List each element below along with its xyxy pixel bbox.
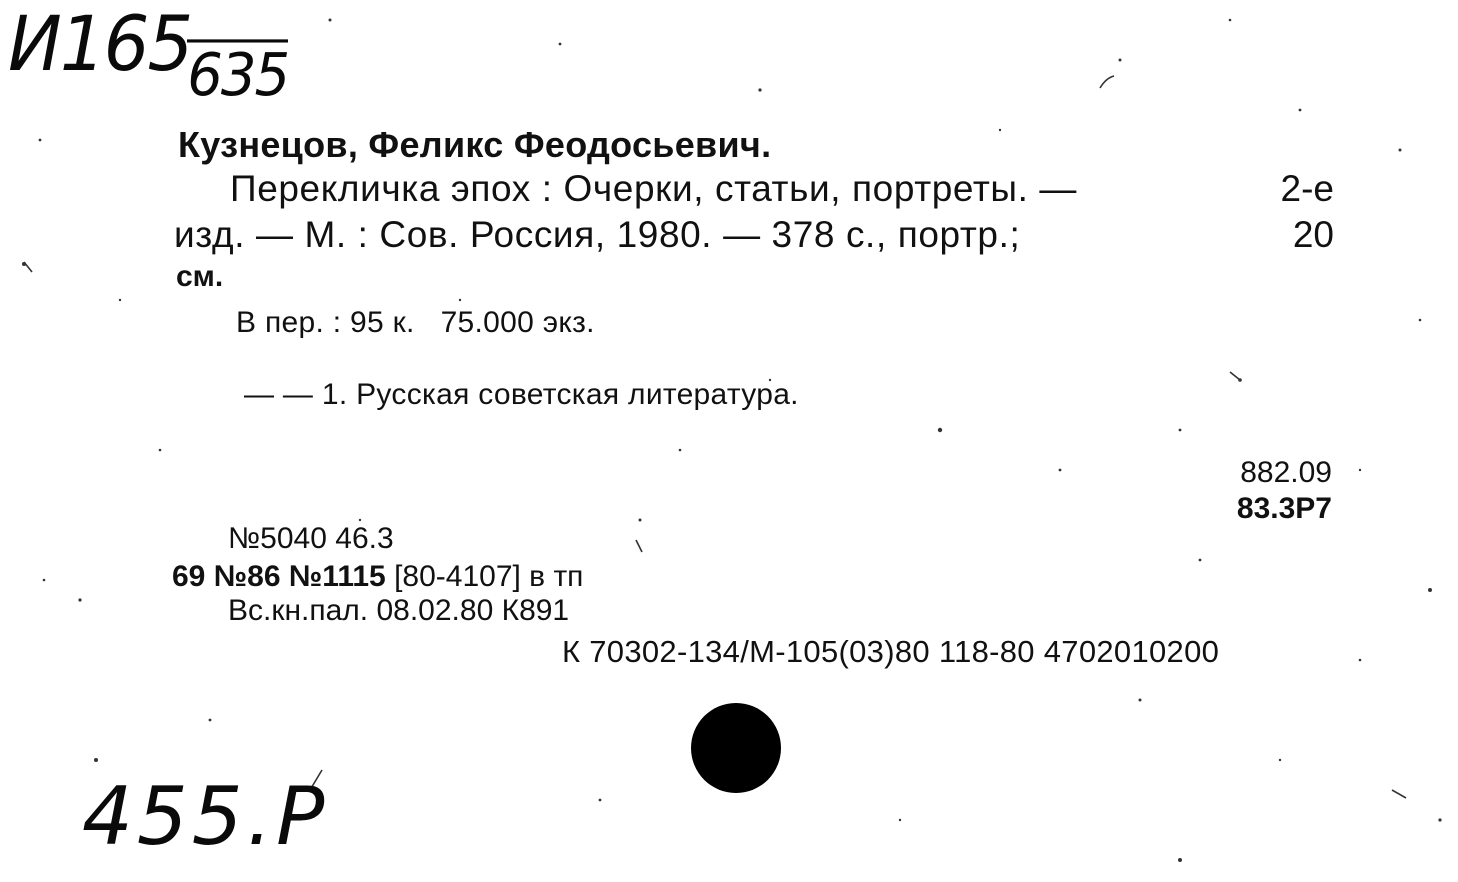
- bbk-code: 83.3Р7: [1236, 492, 1332, 525]
- title-line-2: изд. — М. : Сов. Россия, 1980. — 378 с., портр.;: [174, 214, 1021, 255]
- handwritten-shelf-mark: 455.Р: [82, 770, 329, 863]
- punch-hole: [691, 703, 781, 793]
- title-line-3: см.: [176, 260, 224, 293]
- title-line-1: Перекличка эпох : Очерки, статьи, портреты. —: [230, 168, 1077, 209]
- meta-line-4: К 70302-134/М-105(03)80 118-80 4702010200: [562, 634, 1220, 669]
- handwritten-inventory-number: [8, 0, 289, 110]
- author-heading: Кузнецов, Феликс Феодосьевич.: [178, 124, 772, 165]
- udc-code: 882.09: [1240, 456, 1332, 489]
- subject-heading: — — 1. Русская советская литература.: [244, 378, 799, 411]
- meta-line-2-bold: 69 №86 №1115: [172, 560, 386, 593]
- title-line-1-end: 2-е: [1280, 168, 1334, 209]
- title-line-2-end: 20: [1292, 214, 1334, 255]
- price-circulation: В пер. : 95 к. 75.000 экз.: [236, 306, 595, 339]
- meta-line-1: №5040 46.3: [228, 522, 394, 555]
- meta-line-2: [172, 560, 583, 594]
- meta-line-3: Вс.кн.пал. 08.02.80 К891: [228, 594, 570, 627]
- meta-line-2-rest: [80-4107] в тп: [385, 560, 584, 593]
- handwritten-sub: 635: [187, 39, 288, 105]
- handwritten-main: И165: [8, 0, 192, 88]
